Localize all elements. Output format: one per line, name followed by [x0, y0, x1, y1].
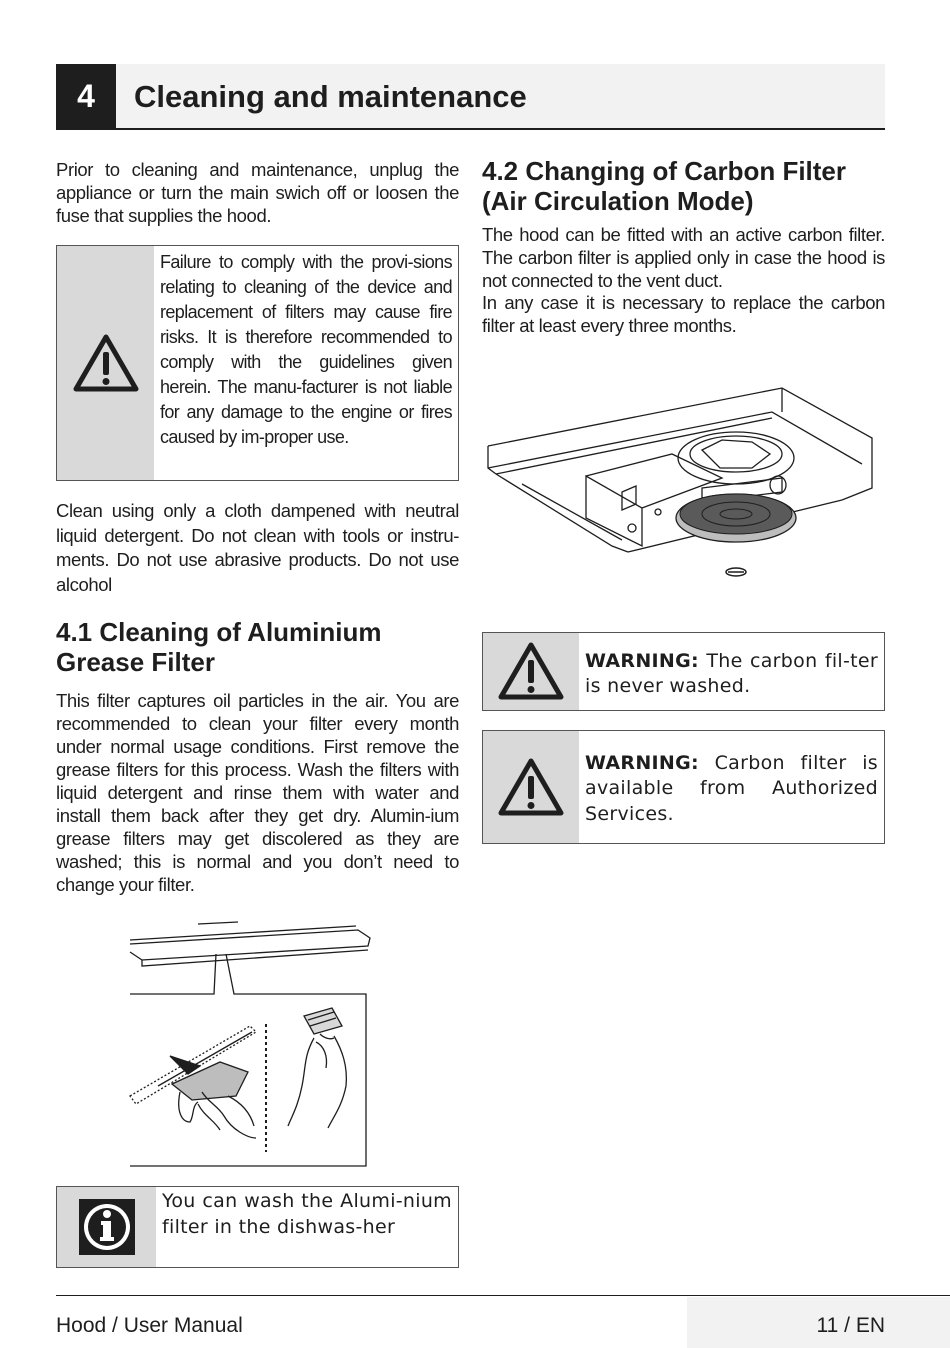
section-4-1-title: [56, 617, 459, 677]
carbon-availability-warning-text: [579, 731, 884, 843]
fire-warning-box: [56, 245, 459, 481]
warning-triangle-icon: [72, 333, 140, 393]
carbon-washed-warning-box: [482, 632, 885, 711]
left-column: [56, 158, 459, 1268]
warning-icon-cell-1: [483, 633, 579, 710]
chapter-header: [56, 64, 885, 130]
section-4-1-title-line-2: Grease Filter: [56, 647, 215, 677]
footer-doc-title: Hood / User Manual: [56, 1314, 243, 1337]
carbon-availability-warning-box: [482, 730, 885, 844]
grease-filter-illustration: [128, 916, 448, 1176]
dishwasher-info-text: You can wash the Alumi-nium filter in the dishwas-her: [162, 1190, 452, 1238]
footer-divider: [56, 1295, 950, 1296]
intro-paragraph: Prior to cleaning and maintenance, unplug the appliance or turn the main swich off or loosen the fuse that supplies the hood.: [56, 159, 459, 226]
section-4-2-paragraph-2: In any case it is necessary to replace the carbon filter at least every three months.: [482, 292, 885, 337]
warning-icon-cell-2: [483, 731, 579, 843]
warning-label: WARNING:: [585, 649, 699, 672]
page-number: 11 / EN: [816, 1314, 885, 1337]
fire-warning-text: Failure to comply with the provi-sions relating to cleaning of the device and replacement of filters may cause fire risks. It is therefore recommended to comply with the guidelines given herein. The manu-facturer is not liable for any damage to the engine or fires caused by im-proper use.: [160, 252, 452, 447]
warning-message: The carbon fil-ter is never washed.: [585, 649, 878, 698]
warning-label: WARNING:: [585, 751, 699, 774]
section-4-1-paragraph: This filter captures oil particles in the air. You are recommended to clean your filter every month under normal usage conditions. First remove the grease filters for this process. Wash the filters with liquid detergent and rinse them with water and install them back after they get dry. Alumin-ium grease filters may get discolered as they are washed; this is normal and you don’t need to change your filter.: [56, 690, 459, 895]
dishwasher-info-box: [56, 1186, 459, 1268]
chapter-number: 4: [56, 64, 116, 128]
right-column: [482, 156, 885, 844]
info-icon-cell: [57, 1187, 156, 1267]
clean-paragraph: Clean using only a cloth dampened with neutral liquid detergent. Do not clean with tools or instru-ments. Do not use abrasive products. Do not use alcohol: [56, 500, 459, 595]
warning-icon-cell: [57, 246, 154, 480]
chapter-title: Cleaning and maintenance: [134, 79, 527, 114]
section-4-2-paragraph-1: The hood can be fitted with an active carbon filter. The carbon filter is applied only in case the hood is not connected to the vent duct.: [482, 224, 885, 291]
carbon-washed-warning-text: [579, 633, 884, 710]
section-4-2-title-line-1: 4.2 Changing of Carbon Filter: [482, 156, 847, 186]
warning-triangle-icon: [497, 641, 565, 701]
warning-triangle-icon: [497, 757, 565, 817]
info-icon: [79, 1199, 135, 1255]
section-4-2-title: [482, 156, 885, 216]
warning-message: Carbon filter is available from Authorized Services.: [585, 751, 878, 825]
carbon-filter-illustration: [482, 368, 885, 598]
section-4-2-title-line-2: (Air Circulation Mode): [482, 186, 754, 216]
section-4-1-title-line-1: 4.1 Cleaning of Aluminium: [56, 617, 382, 647]
footer-page-box: [687, 1297, 950, 1348]
